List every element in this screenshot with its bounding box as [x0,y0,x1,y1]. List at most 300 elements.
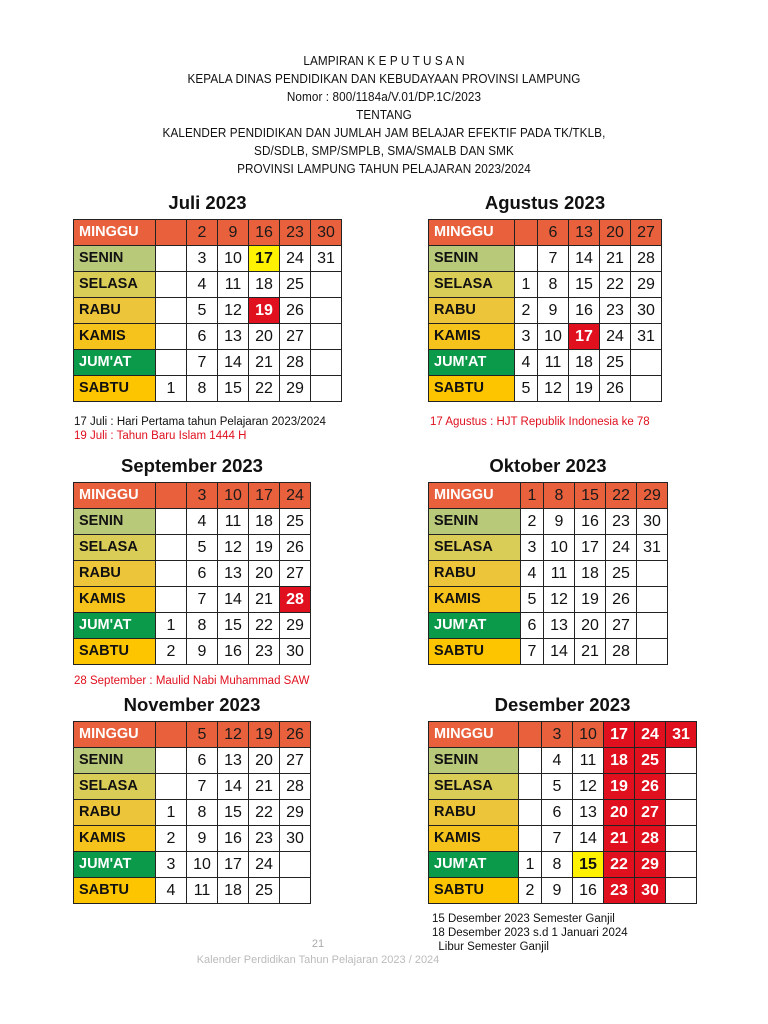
date-cell: 17 [249,246,280,272]
header-line-tentang: TENTANG [356,108,412,122]
date-cell: 10 [218,483,249,509]
day-label: SELASA [74,774,156,800]
day-label: SENIN [429,748,519,774]
date-cell: 6 [187,324,218,350]
date-cell: 2 [156,639,187,665]
note-line: 15 Desember 2023 Semester Ganjil [432,913,615,925]
date-cell: 4 [156,878,187,904]
date-cell: 2 [519,878,542,904]
date-cell: 4 [187,272,218,298]
calendar-row-rabu [429,298,662,324]
calendar-row-kamis [429,826,697,852]
empty-cell [519,748,542,774]
date-cell: 17 [604,722,635,748]
date-cell: 3 [521,535,544,561]
empty-cell [280,852,311,878]
date-cell: 11 [573,748,604,774]
calendar-row-minggu [74,722,311,748]
empty-cell [156,774,187,800]
empty-cell [519,826,542,852]
calendar-row-selasa [74,535,311,561]
day-label: RABU [429,561,521,587]
date-cell: 19 [249,535,280,561]
day-label: SABTU [429,878,519,904]
month-agustus-2023 [428,192,662,402]
date-cell: 15 [575,483,606,509]
empty-cell [280,878,311,904]
date-cell: 1 [519,852,542,878]
date-cell: 7 [521,639,544,665]
date-cell: 21 [600,246,631,272]
calendar-row-kamis [429,587,668,613]
calendar-row-rabu [74,298,342,324]
date-cell: 12 [538,376,569,402]
date-cell: 4 [515,350,538,376]
day-label: SABTU [429,376,515,402]
day-label: SABTU [74,639,156,665]
date-cell: 25 [280,272,311,298]
date-cell: 7 [187,774,218,800]
month-title: Agustus 2023 [484,192,606,213]
day-label: MINGGU [74,220,156,246]
date-cell: 23 [280,220,311,246]
empty-cell [666,774,697,800]
calendar-row-rabu [429,561,668,587]
date-cell: 26 [600,376,631,402]
empty-cell [637,639,668,665]
date-cell: 14 [218,350,249,376]
month-title: September 2023 [121,455,263,476]
date-cell: 11 [538,350,569,376]
date-cell: 28 [280,350,311,376]
month-september-2023 [73,455,311,665]
date-cell: 2 [515,298,538,324]
date-cell: 3 [156,852,187,878]
calendar-row-selasa [74,272,342,298]
calendar-row-sabtu [74,376,342,402]
date-cell: 27 [280,748,311,774]
day-label: KAMIS [429,324,515,350]
date-cell: 28 [606,639,637,665]
date-cell: 3 [542,722,573,748]
date-cell: 24 [606,535,637,561]
calendar-row-senin [429,748,697,774]
calendar-table [73,219,342,402]
notes-agustus [430,415,650,429]
month-title: November 2023 [123,694,261,715]
empty-cell [631,376,662,402]
date-cell: 7 [187,350,218,376]
date-cell: 1 [156,376,187,402]
date-cell: 13 [218,561,249,587]
day-label: SENIN [74,509,156,535]
date-cell: 15 [218,800,249,826]
date-cell: 20 [604,800,635,826]
date-cell: 19 [569,376,600,402]
date-cell: 11 [218,509,249,535]
calendar-row-kamis [74,587,311,613]
date-cell: 25 [249,878,280,904]
date-cell: 22 [249,376,280,402]
date-cell: 6 [187,748,218,774]
date-cell: 21 [575,639,606,665]
date-cell: 25 [635,748,666,774]
calendar-row-selasa [74,774,311,800]
month-november-2023 [73,694,311,904]
calendar-row-sabtu [429,639,668,665]
date-cell: 25 [600,350,631,376]
date-cell: 1 [156,613,187,639]
date-cell: 29 [637,483,668,509]
empty-cell [311,272,342,298]
date-cell: 12 [218,535,249,561]
date-cell: 5 [187,298,218,324]
day-label: SENIN [429,246,515,272]
day-label: RABU [74,298,156,324]
empty-cell [156,509,187,535]
empty-cell [311,324,342,350]
date-cell: 30 [280,826,311,852]
date-cell: 16 [249,220,280,246]
calendar-row-kamis [429,324,662,350]
date-cell: 29 [280,613,311,639]
day-label: JUM'AT [74,350,156,376]
day-label: KAMIS [74,324,156,350]
date-cell: 9 [187,826,218,852]
calendar-row-minggu [74,483,311,509]
month-title: Juli 2023 [168,192,247,213]
empty-cell [156,272,187,298]
date-cell: 28 [280,774,311,800]
date-cell: 16 [575,509,606,535]
date-cell: 10 [218,246,249,272]
calendar-row-jumat [429,613,668,639]
date-cell: 17 [575,535,606,561]
day-label: SABTU [74,878,156,904]
date-cell: 31 [631,324,662,350]
date-cell: 14 [218,774,249,800]
empty-cell [156,298,187,324]
date-cell: 8 [538,272,569,298]
empty-cell [666,826,697,852]
date-cell: 8 [187,613,218,639]
empty-cell [156,324,187,350]
date-cell: 24 [280,483,311,509]
day-label: JUM'AT [429,613,521,639]
date-cell: 10 [573,722,604,748]
date-cell: 11 [187,878,218,904]
calendar-row-senin [74,246,342,272]
day-label: SENIN [429,509,521,535]
empty-cell [637,587,668,613]
day-label: RABU [74,800,156,826]
day-label: KAMIS [74,826,156,852]
calendar-row-selasa [429,774,697,800]
date-cell: 18 [218,878,249,904]
date-cell: 8 [187,376,218,402]
date-cell: 16 [569,298,600,324]
date-cell: 23 [249,826,280,852]
calendar-row-senin [429,246,662,272]
day-label: SELASA [74,535,156,561]
date-cell: 18 [604,748,635,774]
calendar-row-selasa [429,272,662,298]
date-cell: 9 [538,298,569,324]
empty-cell [156,722,187,748]
header-line-nomor: Nomor : 800/1184a/V.01/DP.1C/2023 [286,90,482,104]
date-cell: 18 [569,350,600,376]
calendar-row-jumat [429,852,697,878]
date-cell: 18 [249,272,280,298]
day-label: JUM'AT [74,852,156,878]
date-cell: 27 [606,613,637,639]
empty-cell [519,800,542,826]
notes-september [74,674,309,688]
date-cell: 15 [218,376,249,402]
date-cell: 28 [280,587,311,613]
day-label: JUM'AT [74,613,156,639]
date-cell: 1 [515,272,538,298]
day-label: MINGGU [429,722,519,748]
empty-cell [515,220,538,246]
date-cell: 2 [187,220,218,246]
calendar-table [73,721,311,904]
date-cell: 29 [280,376,311,402]
header-line-jenjang: SD/SDLB, SMP/SMPLB, SMA/SMALB DAN SMK [254,144,514,158]
date-cell: 23 [249,639,280,665]
day-label: SENIN [74,246,156,272]
date-cell: 14 [573,826,604,852]
month-oktober-2023 [428,455,668,665]
document-header [27,52,741,178]
empty-cell [311,376,342,402]
day-label: RABU [429,298,515,324]
calendar-row-kamis [74,324,342,350]
date-cell: 21 [604,826,635,852]
calendar-row-rabu [429,800,697,826]
calendar-table [73,482,311,665]
date-cell: 26 [635,774,666,800]
date-cell: 21 [249,587,280,613]
calendar-row-senin [74,748,311,774]
date-cell: 22 [604,852,635,878]
date-cell: 30 [280,639,311,665]
date-cell: 30 [311,220,342,246]
empty-cell [311,298,342,324]
date-cell: 9 [542,878,573,904]
day-label: MINGGU [429,220,515,246]
date-cell: 6 [187,561,218,587]
day-label: KAMIS [429,826,519,852]
date-cell: 4 [521,561,544,587]
date-cell: 22 [249,800,280,826]
date-cell: 23 [606,509,637,535]
date-cell: 14 [569,246,600,272]
date-cell: 22 [249,613,280,639]
calendar-row-jumat [74,350,342,376]
date-cell: 10 [544,535,575,561]
calendar-row-minggu [429,220,662,246]
date-cell: 8 [187,800,218,826]
calendar-row-jumat [74,852,311,878]
date-cell: 8 [544,483,575,509]
note-line: 17 Agustus : HJT Republik Indonesia ke 78 [430,416,650,428]
month-title: Oktober 2023 [489,455,607,476]
date-cell: 17 [569,324,600,350]
date-cell: 13 [544,613,575,639]
date-cell: 18 [575,561,606,587]
date-cell: 24 [600,324,631,350]
date-cell: 5 [187,722,218,748]
date-cell: 17 [218,852,249,878]
calendar-row-sabtu [429,376,662,402]
date-cell: 27 [280,324,311,350]
empty-cell [637,613,668,639]
calendar-row-minggu [429,483,668,509]
day-label: MINGGU [74,483,156,509]
calendar-row-sabtu [74,878,311,904]
empty-cell [519,774,542,800]
date-cell: 21 [249,350,280,376]
date-cell: 7 [538,246,569,272]
date-cell: 20 [249,561,280,587]
header-line-kalender: KALENDER PENDIDIKAN DAN JUMLAH JAM BELAJAR EFEKTIF PADA TK/TKLB, [162,126,606,140]
page-number: 21 [311,938,325,950]
calendar-row-senin [74,509,311,535]
date-cell: 26 [606,587,637,613]
header-line-kepala-dinas: KEPALA DINAS PENDIDIKAN DAN KEBUDAYAAN PROVINSI LAMPUNG [187,72,581,86]
notes-juli [74,415,326,443]
note-line: 19 Juli : Tahun Baru Islam 1444 H [74,430,247,442]
empty-cell [156,246,187,272]
date-cell: 2 [156,826,187,852]
date-cell: 13 [569,220,600,246]
date-cell: 16 [573,878,604,904]
calendar-row-senin [429,509,668,535]
date-cell: 4 [187,509,218,535]
date-cell: 4 [542,748,573,774]
date-cell: 26 [280,535,311,561]
header-line-provinsi: PROVINSI LAMPUNG TAHUN PELAJARAN 2023/2024 [237,162,531,176]
calendar-table [428,721,697,904]
empty-cell [519,722,542,748]
day-label: SABTU [429,639,521,665]
day-label: SELASA [429,535,521,561]
date-cell: 2 [521,509,544,535]
day-label: KAMIS [74,587,156,613]
date-cell: 23 [600,298,631,324]
empty-cell [156,220,187,246]
note-line: 17 Juli : Hari Pertama tahun Pelajaran 2023/2024 [74,416,326,428]
calendar-row-minggu [74,220,342,246]
calendar-row-sabtu [429,878,697,904]
date-cell: 15 [569,272,600,298]
empty-cell [666,852,697,878]
date-cell: 5 [542,774,573,800]
date-cell: 19 [604,774,635,800]
day-label: SABTU [74,376,156,402]
date-cell: 13 [218,324,249,350]
date-cell: 12 [218,298,249,324]
date-cell: 12 [218,722,249,748]
date-cell: 20 [600,220,631,246]
empty-cell [156,483,187,509]
date-cell: 25 [280,509,311,535]
date-cell: 19 [249,298,280,324]
empty-cell [666,748,697,774]
day-label: SELASA [74,272,156,298]
date-cell: 22 [600,272,631,298]
calendar-row-jumat [74,613,311,639]
date-cell: 24 [249,852,280,878]
date-cell: 30 [637,509,668,535]
date-cell: 9 [218,220,249,246]
date-cell: 25 [606,561,637,587]
note-line: Libur Semester Ganjil [432,941,549,953]
day-label: MINGGU [429,483,521,509]
date-cell: 19 [249,722,280,748]
date-cell: 31 [637,535,668,561]
date-cell: 14 [218,587,249,613]
date-cell: 6 [538,220,569,246]
date-cell: 3 [515,324,538,350]
empty-cell [666,800,697,826]
date-cell: 24 [280,246,311,272]
empty-cell [156,535,187,561]
date-cell: 20 [249,324,280,350]
date-cell: 28 [631,246,662,272]
empty-cell [156,748,187,774]
date-cell: 20 [249,748,280,774]
day-label: MINGGU [74,722,156,748]
date-cell: 11 [218,272,249,298]
date-cell: 11 [544,561,575,587]
month-desember-2023 [428,694,697,904]
date-cell: 17 [249,483,280,509]
calendar-row-jumat [429,350,662,376]
empty-cell [515,246,538,272]
date-cell: 15 [218,613,249,639]
date-cell: 14 [544,639,575,665]
month-title: Desember 2023 [494,694,631,715]
date-cell: 9 [544,509,575,535]
date-cell: 8 [542,852,573,878]
note-line: 18 Desember 2023 s.d 1 Januari 2024 [432,927,628,939]
date-cell: 31 [311,246,342,272]
date-cell: 12 [573,774,604,800]
date-cell: 7 [542,826,573,852]
calendar-row-minggu [429,722,697,748]
date-cell: 26 [280,298,311,324]
date-cell: 10 [538,324,569,350]
date-cell: 19 [575,587,606,613]
date-cell: 1 [521,483,544,509]
calendar-table [428,482,668,665]
date-cell: 9 [187,639,218,665]
date-cell: 20 [575,613,606,639]
empty-cell [666,878,697,904]
footer-text: Kalender Perdidikan Tahun Pelajaran 2023 / 2024 [196,954,440,966]
empty-cell [156,561,187,587]
date-cell: 3 [187,246,218,272]
date-cell: 24 [635,722,666,748]
day-label: JUM'AT [429,852,519,878]
date-cell: 15 [573,852,604,878]
date-cell: 5 [515,376,538,402]
day-label: RABU [429,800,519,826]
calendar-row-rabu [74,561,311,587]
date-cell: 27 [631,220,662,246]
